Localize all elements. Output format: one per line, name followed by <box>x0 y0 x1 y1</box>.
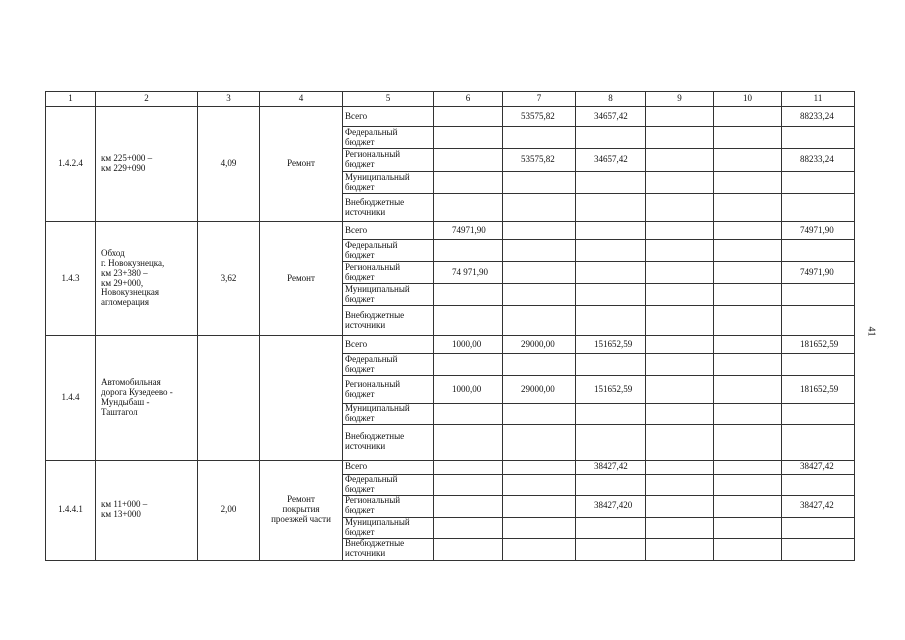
item-name: км 11+000 – км 13+000 <box>96 460 198 560</box>
item-name: км 225+000 – км 229+090 <box>96 107 198 222</box>
value-cell <box>434 424 503 460</box>
funding-source: Всего <box>343 222 434 240</box>
value-cell <box>503 194 576 222</box>
value-cell <box>646 474 714 495</box>
item-length: 4,09 <box>198 107 260 222</box>
column-number: 2 <box>96 92 198 107</box>
item-name: Автомобильная дорога Кузедеево - Мундыбаш - Таштагол <box>96 336 198 461</box>
value-cell: 38427,420 <box>576 495 646 517</box>
value-cell: 29000,00 <box>503 376 576 404</box>
value-cell <box>434 404 503 425</box>
funding-source: Региональный бюджет <box>343 149 434 172</box>
column-number: 9 <box>646 92 714 107</box>
value-cell <box>434 354 503 376</box>
value-cell <box>503 222 576 240</box>
value-cell <box>434 127 503 149</box>
funding-source: Федеральный бюджет <box>343 474 434 495</box>
funding-source: Региональный бюджет <box>343 262 434 284</box>
value-cell: 1000,00 <box>434 376 503 404</box>
value-cell <box>782 474 855 495</box>
value-cell <box>714 376 782 404</box>
column-number: 4 <box>260 92 343 107</box>
value-cell <box>434 149 503 172</box>
value-cell: 53575,82 <box>503 149 576 172</box>
value-cell <box>503 460 576 474</box>
value-cell: 88233,24 <box>782 107 855 127</box>
value-cell <box>503 172 576 194</box>
value-cell: 1000,00 <box>434 336 503 354</box>
value-cell <box>714 538 782 560</box>
value-cell <box>782 538 855 560</box>
funding-source: Внебюджетные источники <box>343 538 434 560</box>
funding-source: Всего <box>343 336 434 354</box>
value-cell <box>434 306 503 336</box>
value-cell <box>714 306 782 336</box>
value-cell: 38427,42 <box>782 495 855 517</box>
funding-source: Муниципальный бюджет <box>343 517 434 538</box>
funding-source: Всего <box>343 460 434 474</box>
value-cell <box>503 354 576 376</box>
item-work-type: Ремонт <box>260 222 343 336</box>
value-cell <box>646 306 714 336</box>
column-number: 7 <box>503 92 576 107</box>
value-cell: 74971,90 <box>782 222 855 240</box>
item-length: 3,62 <box>198 222 260 336</box>
item-work-type: Ремонт <box>260 107 343 222</box>
column-number: 3 <box>198 92 260 107</box>
value-cell <box>646 460 714 474</box>
item-work-type <box>260 336 343 461</box>
value-cell <box>503 262 576 284</box>
value-cell <box>714 336 782 354</box>
value-cell <box>782 240 855 262</box>
value-cell <box>714 240 782 262</box>
value-cell <box>782 404 855 425</box>
value-cell <box>503 424 576 460</box>
value-cell <box>503 538 576 560</box>
value-cell <box>434 172 503 194</box>
value-cell <box>434 107 503 127</box>
value-cell <box>646 240 714 262</box>
value-cell <box>576 517 646 538</box>
value-cell: 181652,59 <box>782 336 855 354</box>
value-cell <box>503 240 576 262</box>
item-length <box>198 336 260 461</box>
value-cell <box>434 495 503 517</box>
value-cell: 88233,24 <box>782 149 855 172</box>
value-cell <box>646 284 714 306</box>
value-cell <box>782 306 855 336</box>
item-code: 1.4.3 <box>46 222 96 336</box>
funding-source: Всего <box>343 107 434 127</box>
value-cell: 74971,90 <box>782 262 855 284</box>
funding-source: Внебюджетные источники <box>343 194 434 222</box>
value-cell <box>503 306 576 336</box>
value-cell <box>782 354 855 376</box>
item-code: 1.4.4 <box>46 336 96 461</box>
value-cell <box>434 240 503 262</box>
value-cell <box>714 424 782 460</box>
value-cell <box>576 404 646 425</box>
value-cell <box>646 222 714 240</box>
value-cell: 151652,59 <box>576 336 646 354</box>
value-cell <box>503 517 576 538</box>
value-cell <box>576 306 646 336</box>
funding-source: Федеральный бюджет <box>343 127 434 149</box>
column-number-row <box>46 92 855 107</box>
value-cell <box>714 149 782 172</box>
value-cell: 53575,82 <box>503 107 576 127</box>
table-row <box>46 107 855 127</box>
value-cell: 38427,42 <box>782 460 855 474</box>
value-cell <box>646 172 714 194</box>
value-cell <box>714 284 782 306</box>
value-cell: 151652,59 <box>576 376 646 404</box>
value-cell <box>503 474 576 495</box>
value-cell <box>646 495 714 517</box>
value-cell <box>646 517 714 538</box>
funding-source: Федеральный бюджет <box>343 240 434 262</box>
value-cell: 74 971,90 <box>434 262 503 284</box>
value-cell <box>782 194 855 222</box>
value-cell <box>782 284 855 306</box>
column-number: 11 <box>782 92 855 107</box>
value-cell <box>576 194 646 222</box>
table-row <box>46 222 855 240</box>
value-cell <box>714 194 782 222</box>
value-cell <box>714 495 782 517</box>
column-number: 5 <box>343 92 434 107</box>
value-cell <box>576 474 646 495</box>
budget-table <box>45 91 855 561</box>
value-cell <box>576 172 646 194</box>
value-cell <box>576 284 646 306</box>
value-cell <box>646 127 714 149</box>
column-number: 6 <box>434 92 503 107</box>
value-cell <box>714 517 782 538</box>
value-cell <box>714 404 782 425</box>
value-cell <box>714 107 782 127</box>
funding-source: Региональный бюджет <box>343 376 434 404</box>
funding-source: Внебюджетные источники <box>343 424 434 460</box>
item-length: 2,00 <box>198 460 260 560</box>
value-cell <box>434 474 503 495</box>
value-cell <box>576 222 646 240</box>
funding-source: Муниципальный бюджет <box>343 404 434 425</box>
value-cell <box>503 127 576 149</box>
value-cell <box>714 354 782 376</box>
value-cell <box>576 354 646 376</box>
item-code: 1.4.2.4 <box>46 107 96 222</box>
value-cell: 74971,90 <box>434 222 503 240</box>
funding-source: Муниципальный бюджет <box>343 172 434 194</box>
value-cell <box>503 284 576 306</box>
value-cell <box>714 172 782 194</box>
page-number: 41 <box>865 326 877 337</box>
value-cell <box>714 262 782 284</box>
table-row <box>46 460 855 474</box>
value-cell <box>714 474 782 495</box>
value-cell <box>576 127 646 149</box>
value-cell <box>646 107 714 127</box>
value-cell <box>503 495 576 517</box>
value-cell <box>646 538 714 560</box>
funding-source: Федеральный бюджет <box>343 354 434 376</box>
value-cell <box>576 538 646 560</box>
value-cell <box>714 127 782 149</box>
funding-source: Муниципальный бюджет <box>343 284 434 306</box>
value-cell: 34657,42 <box>576 149 646 172</box>
value-cell <box>434 538 503 560</box>
funding-source: Региональный бюджет <box>343 495 434 517</box>
value-cell <box>576 240 646 262</box>
value-cell <box>714 460 782 474</box>
value-cell <box>646 194 714 222</box>
value-cell <box>646 404 714 425</box>
value-cell <box>646 354 714 376</box>
table-row <box>46 336 855 354</box>
value-cell <box>782 424 855 460</box>
value-cell <box>646 376 714 404</box>
value-cell <box>434 194 503 222</box>
value-cell <box>434 284 503 306</box>
value-cell <box>646 149 714 172</box>
value-cell <box>782 127 855 149</box>
item-work-type: Ремонт покрытия проезжей части <box>260 460 343 560</box>
column-number: 1 <box>46 92 96 107</box>
value-cell <box>646 336 714 354</box>
value-cell <box>503 404 576 425</box>
value-cell <box>782 517 855 538</box>
item-name: Обход г. Новокузнецка, км 23+380 – км 29+000, Новокузнецкая агломерация <box>96 222 198 336</box>
column-number: 10 <box>714 92 782 107</box>
value-cell <box>576 262 646 284</box>
value-cell <box>646 424 714 460</box>
value-cell <box>646 262 714 284</box>
item-code: 1.4.4.1 <box>46 460 96 560</box>
column-number: 8 <box>576 92 646 107</box>
value-cell: 29000,00 <box>503 336 576 354</box>
value-cell: 34657,42 <box>576 107 646 127</box>
value-cell <box>714 222 782 240</box>
value-cell <box>434 517 503 538</box>
value-cell <box>434 460 503 474</box>
value-cell <box>782 172 855 194</box>
value-cell: 38427,42 <box>576 460 646 474</box>
value-cell <box>576 424 646 460</box>
value-cell: 181652,59 <box>782 376 855 404</box>
funding-source: Внебюджетные источники <box>343 306 434 336</box>
